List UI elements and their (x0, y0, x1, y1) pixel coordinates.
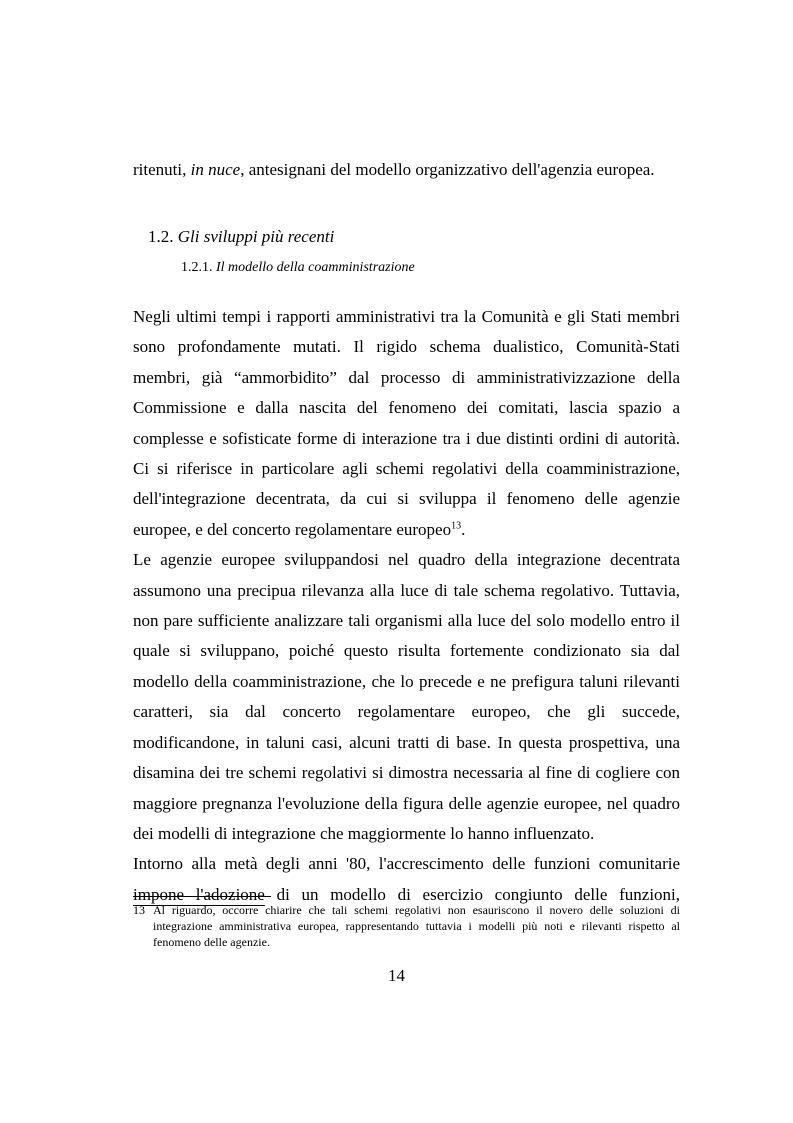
footnote-reference[interactable]: 13 (451, 520, 462, 532)
section-heading (148, 225, 334, 249)
paragraph-3 (133, 849, 680, 910)
section-title: Gli sviluppi più recenti (177, 227, 335, 246)
footnote-number: 13 (133, 903, 145, 917)
opening-line (133, 155, 673, 185)
footnote-separator (133, 896, 271, 897)
opening-line-text: ritenuti, (133, 160, 191, 179)
underlined-phrase: impone l'adozione (133, 884, 265, 904)
body-text (133, 302, 680, 910)
page-number: 14 (388, 966, 405, 985)
opening-line-italic: in nuce (190, 160, 241, 179)
paragraph-1-text: Negli ultimi tempi i rapporti amministrativi tra la Comunità e gli Stati membri sono profondamente mutati. Il rigido schema dualistico, Comunità-Stati membri, già “ammorbidito” dal processo di amministrativizzazione della Commissione e dalla nascita del fenomeno dei comitati, lascia spazio a complesse e sofisticate forme di interazione tra i due distinti ordini di autorità. Ci si riferisce in particolare agli schemi regolativi della coamministrazione, dell'integrazione decentrata, da cui si sviluppa il fenomeno delle agenzie europee, e del concerto regolamentare europeo (133, 307, 680, 539)
section-number: 1.2. (148, 227, 178, 246)
paragraph-2: Le agenzie europee sviluppandosi nel quadro della integrazione decentrata assumono una precipua rilevanza alla luce di tale schema regolativo. Tuttavia, non pare sufficiente analizzare tali organismi alla luce del solo modello entro il quale si sviluppano, poiché questo risulta fortemente condizionato sia dal modello della coamministrazione, che lo precede e ne prefigura taluni rilevanti caratteri, sia dal concerto regolamentare europeo, che gli succede, modificandone, in taluni casi, alcuni tratti di base. In questa prospettiva, una disamina dei tre schemi regolativi si dimostra necessaria al fine di cogliere con maggiore pregnanza l'evoluzione della figura delle agenzie europee, nel quadro dei modelli di integrazione che maggiormente lo hanno influenzato. (133, 550, 680, 843)
subsection-title: Il modello della coamministrazione (216, 260, 415, 275)
paragraph-3-rest: di un modello di esercizio congiunto delle funzioni, (264, 884, 681, 904)
opening-line-text-end: , antesignani del modello organizzativo dell'agenzia europea. (240, 160, 655, 179)
subsection-heading (181, 258, 415, 278)
footnote (133, 902, 680, 950)
paragraph-1-end: . (461, 519, 466, 539)
paragraph-1 (133, 302, 680, 545)
paragraph-3-line-1: Intorno alla metà degli anni '80, l'accrescimento delle funzioni comunitarie (133, 854, 680, 874)
subsection-number: 1.2.1. (181, 260, 216, 275)
footnote-text: Al riguardo, occorre chiarire che tali schemi regolativi non esauriscono il novero delle soluzioni di integrazione amministrativa europea, rappresentando tuttavia i modelli più noti e rilevanti rispetto al fenomeno delle agenzie. (153, 903, 680, 949)
